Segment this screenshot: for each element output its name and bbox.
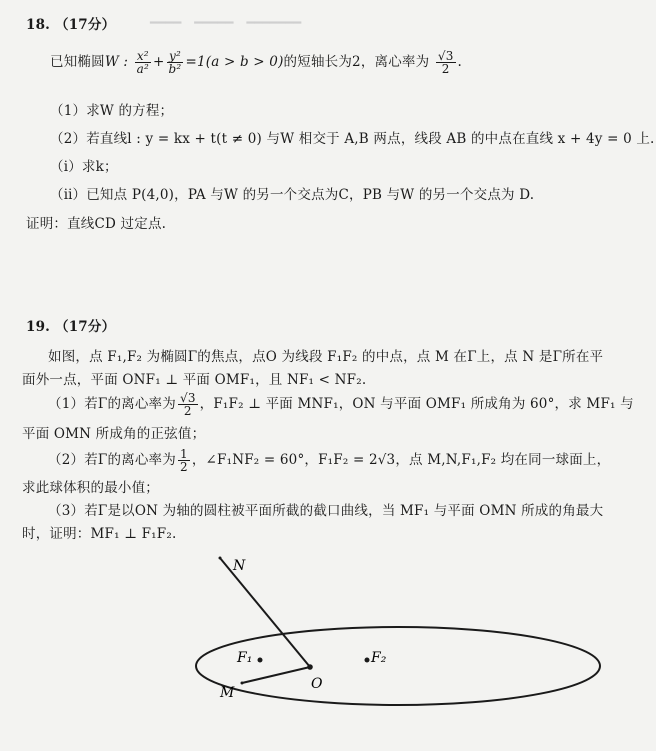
label-f1: F₁ (237, 650, 253, 666)
q18-frac-y-num: y² (167, 50, 184, 63)
q19-intro2: 面外一点，平面 ONF₁ ⊥ 平面 OMF₁，且 NF₁ < NF₂. (22, 372, 367, 388)
label-n: N (233, 558, 246, 574)
q19-p2-num: 1 (179, 447, 188, 461)
q19-part2 (48, 448, 610, 473)
q19-p1-num: √3 (179, 391, 196, 405)
q19-number: 19. (26, 319, 51, 335)
ellipse-gamma (196, 627, 600, 705)
q19-p1c: 平面 OMN 所成角的正弦值； (22, 426, 206, 442)
q18-intro-b: 的短轴长为2，离心率为 (283, 54, 430, 70)
q18-frac-x-num: x² (135, 50, 151, 63)
point-m (241, 682, 244, 685)
q19-part1 (48, 392, 634, 417)
q18-ellipse-name: W : (104, 54, 129, 70)
q18-sub2: （ⅱ）已知点 P(4,0)，PA 与W 的另一个交点为C，PB 与W 的另一个交点为 D. (50, 187, 535, 203)
q19-p2-den: 2 (179, 460, 188, 474)
q19-score: （17分） (55, 319, 116, 335)
q18-score: （17分） (55, 17, 116, 33)
q18-part2: （2）若直线l : y = kx + t(t ≠ 0) 与W 相交于 A,B 两点，线段 AB 的中点在直线 x + 4y = 0 上. (50, 131, 655, 147)
segment-on (220, 558, 310, 667)
point-n (219, 557, 222, 560)
label-o: O (311, 676, 323, 692)
q19-p1a: （1）若Γ的离心率为 (48, 396, 176, 412)
label-m: M (220, 685, 235, 701)
q19-header (26, 315, 115, 335)
q19-p2c: 求此球体积的最小值； (22, 480, 159, 496)
q18-number: 18. (26, 17, 51, 33)
q18-header (26, 13, 115, 33)
label-f2: F₂ (371, 650, 387, 666)
point-f2 (365, 658, 370, 663)
q19-p1-den: 2 (183, 404, 192, 418)
point-o (307, 664, 313, 670)
q18-frac-y (167, 50, 184, 75)
ellipse-diagram (180, 540, 630, 745)
q18-intro-a: 已知椭圆 (50, 54, 105, 70)
q19-p2a: （2）若Γ的离心率为 (48, 452, 176, 468)
q18-frac-y-den: b² (168, 62, 182, 76)
q19-p1b: ，F₁F₂ ⊥ 平面 MNF₁，ON 与平面 OMF₁ 所成角为 60°，求 MF₁ 与 (199, 396, 634, 412)
q18-ecc-den: 2 (441, 62, 450, 76)
q18-frac-x (135, 50, 151, 75)
q18-intro: 已知椭圆W : $\frac{\text{x²}}{\text{a²}}$ + $\frac{\text{y²}}{\text{b²}}$ =1(a > b > 0)的短轴长为2，离心率为 $\frac{√3}{2}$ . (50, 49, 463, 76)
q19-p2b: ，∠F₁NF₂ = 60°，F₁F₂ = 2√3，点 M,N,F₁,F₂ 均在同一球面上， (191, 452, 611, 468)
q18-ecc-frac (436, 50, 456, 75)
q18-sub1: （ⅰ）求k； (50, 159, 118, 175)
segment-om (242, 667, 310, 683)
q19-p1-frac (178, 392, 198, 417)
point-f1 (258, 658, 263, 663)
q19-p2-frac (178, 448, 190, 473)
q19-intro1: 如图，点 F₁,F₂ 为椭圆Γ的焦点，点O 为线段 F₁F₂ 的中点，点 M 在Γ上，点 N 是Γ所在平 (48, 349, 604, 365)
q19-p3b: 时，证明：MF₁ ⊥ F₁F₂. (22, 526, 177, 542)
q18-eq: =1(a > b > 0) (185, 54, 284, 70)
q18-proof: 证明：直线CD 过定点. (26, 216, 167, 232)
q19-p3a: （3）若Γ是以ON 为轴的圆柱被平面所截的截口曲线，当 MF₁ 与平面 OMN 所成的角最大 (48, 503, 604, 519)
q18-ecc-num: √3 (437, 49, 454, 63)
q18-frac-x-den: a² (136, 62, 150, 76)
bleed-through-text: ━━━━ ━━━━━ ━━━━━━━ (150, 16, 302, 31)
q18-part1: （1）求W 的方程； (50, 103, 174, 119)
